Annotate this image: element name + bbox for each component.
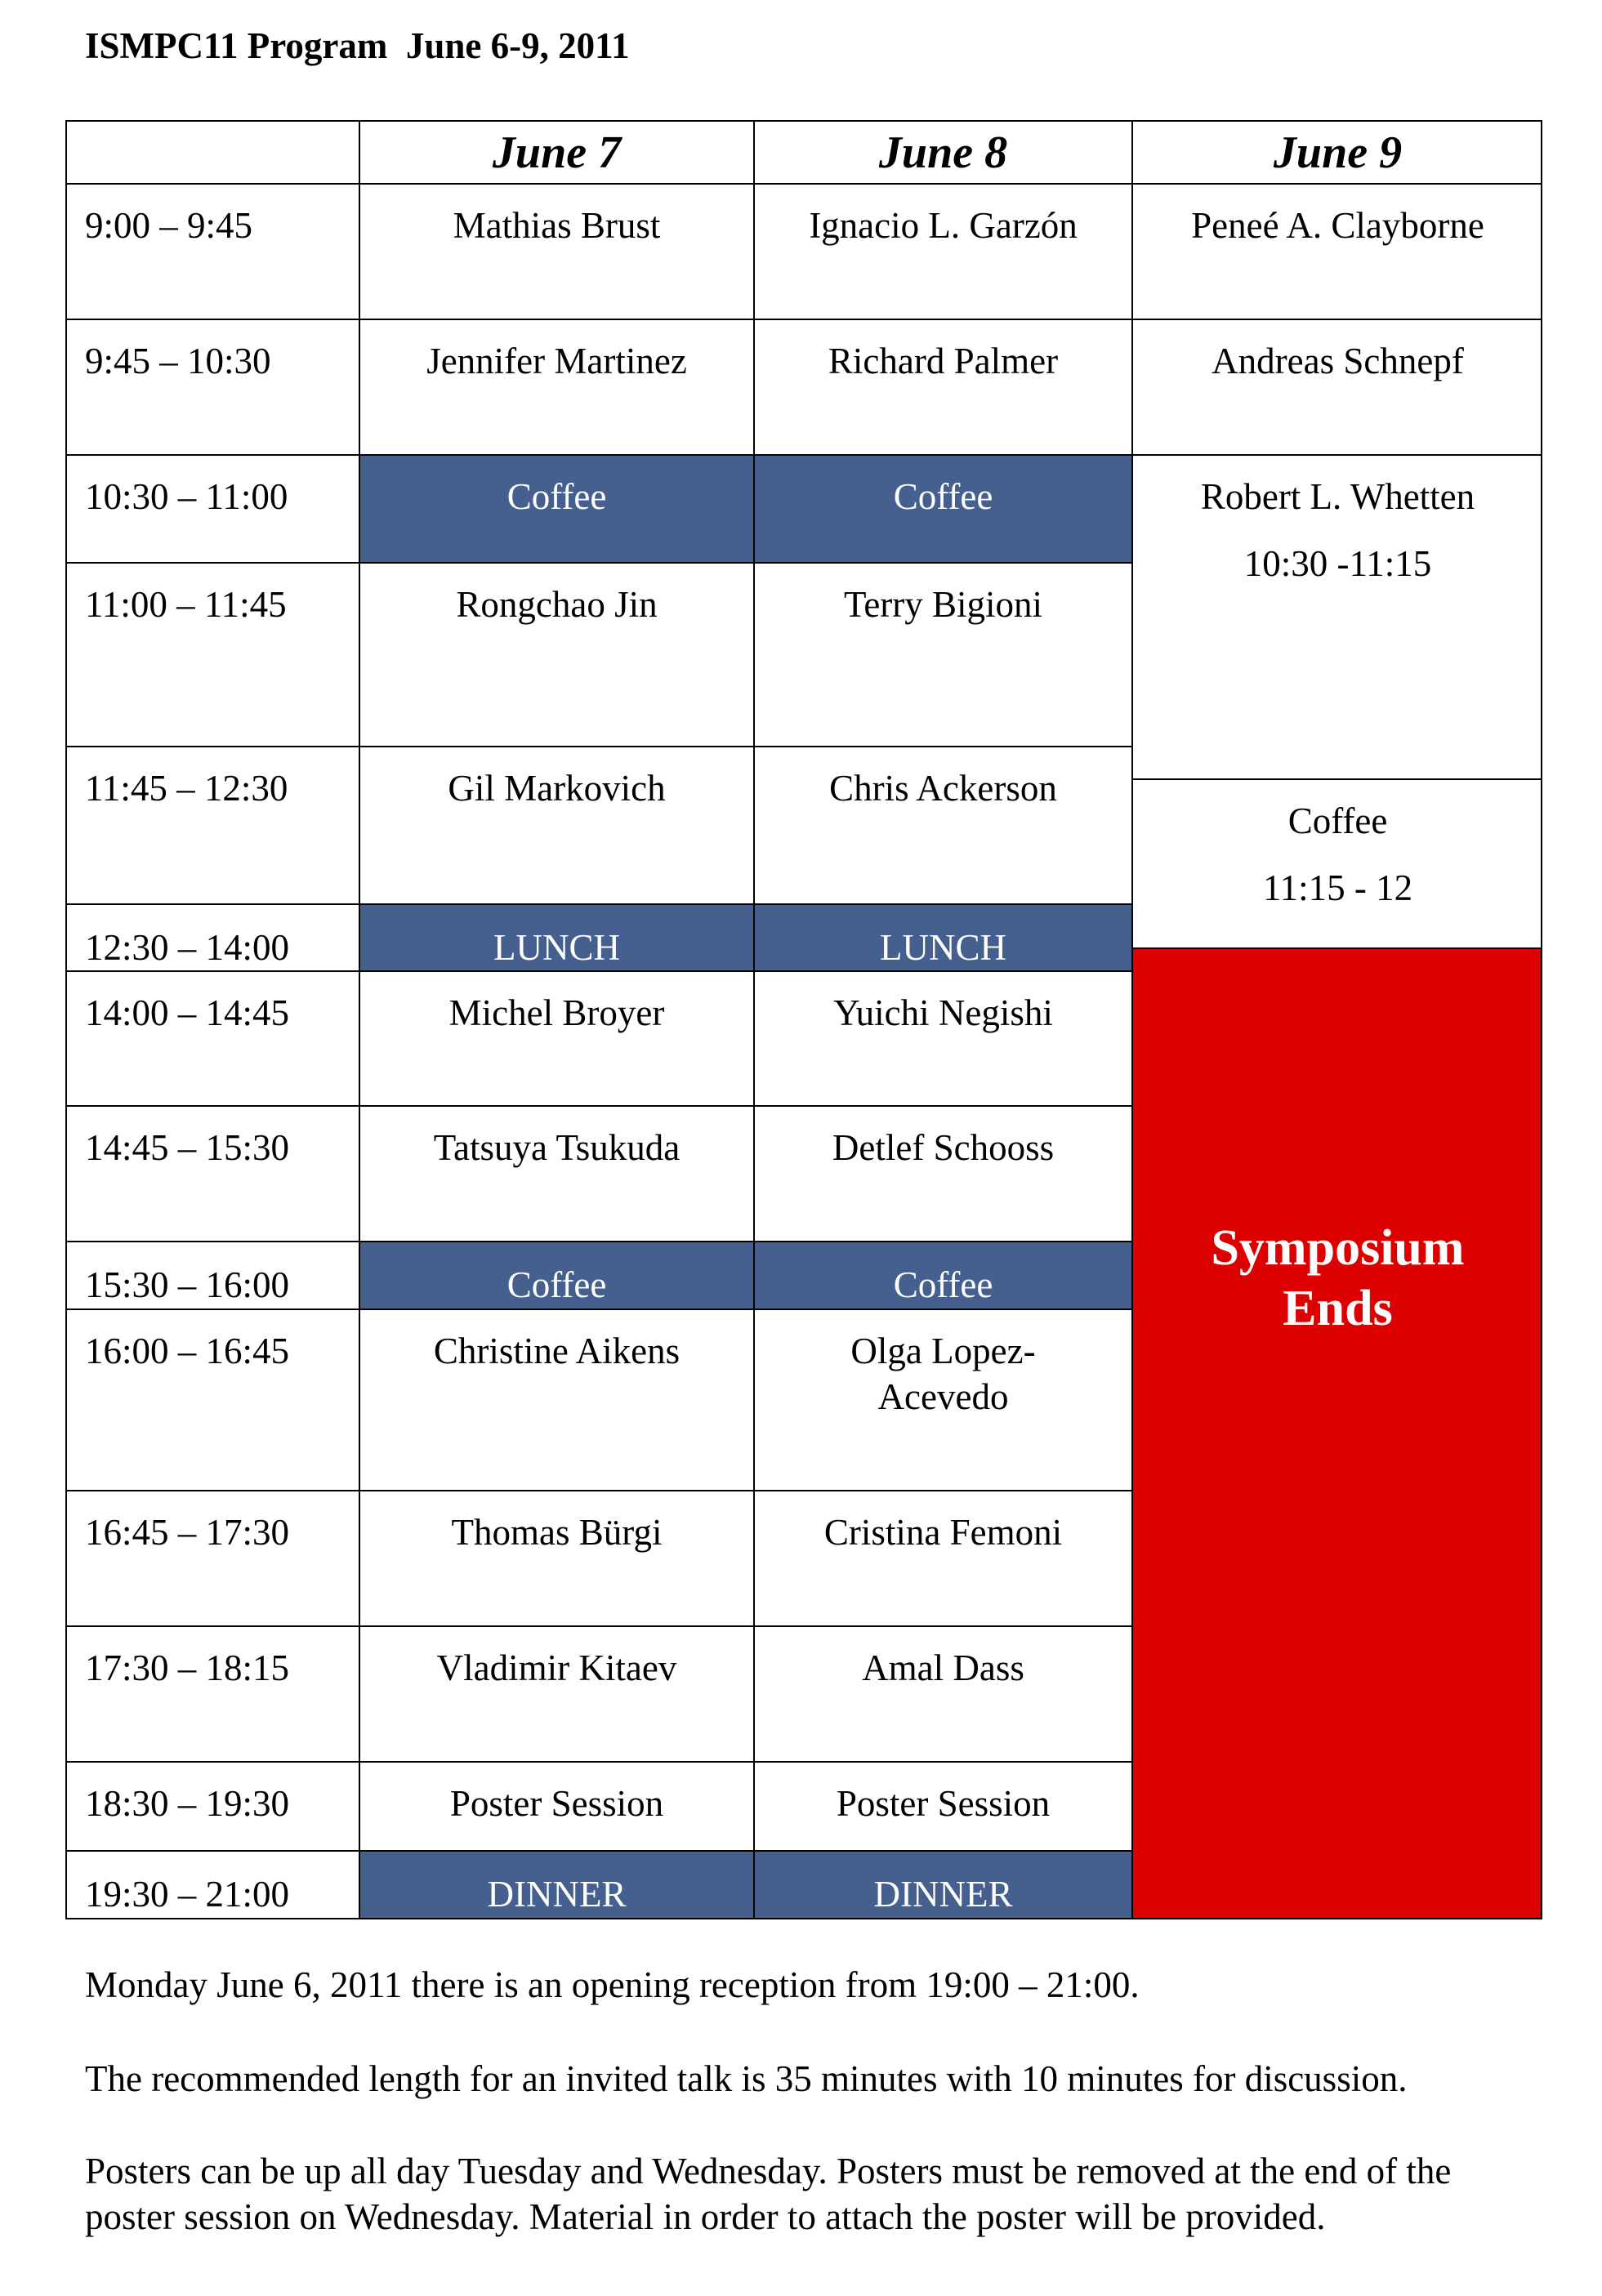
break-cell: Coffee xyxy=(753,454,1131,562)
symposium-ends-label: Symposium Ends xyxy=(1211,1220,1465,1336)
speaker-cell: Ignacio L. Garzón xyxy=(753,183,1131,319)
break-cell: LUNCH xyxy=(359,903,753,970)
speaker-cell: Christine Aikens xyxy=(359,1308,753,1490)
speaker-cell: Poster Session xyxy=(753,1761,1131,1850)
speaker-cell: Michel Broyer xyxy=(359,970,753,1105)
header-june-9: June 9 xyxy=(1131,120,1542,183)
speaker-cell: Thomas Bürgi xyxy=(359,1490,753,1625)
break-cell: DINNER xyxy=(753,1850,1131,1918)
coffee-time: 11:15 - 12 xyxy=(1262,867,1413,908)
break-cell: LUNCH xyxy=(753,903,1131,970)
document-title: ISMPC11 Program June 6-9, 2011 xyxy=(85,25,630,66)
break-cell: Coffee xyxy=(359,1241,753,1308)
header-empty-cell xyxy=(65,120,359,183)
time-slot: 11:45 – 12:30 xyxy=(65,746,359,903)
symposium-ends-cell xyxy=(1131,947,1542,1918)
note-talk-length: The recommended length for an invited talk is 35 minutes with 10 minutes for discussion. xyxy=(85,2058,1408,2099)
time-slot: 9:45 – 10:30 xyxy=(65,319,359,454)
break-cell: DINNER xyxy=(359,1850,753,1918)
speaker-cell: Tatsuya Tsukuda xyxy=(359,1105,753,1241)
speaker-cell: Andreas Schnepf xyxy=(1131,319,1542,454)
speaker-cell-with-time xyxy=(1131,454,1542,778)
time-slot: 11:00 – 11:45 xyxy=(65,562,359,746)
time-slot: 16:45 – 17:30 xyxy=(65,1490,359,1625)
note-reception: Monday June 6, 2011 there is an opening reception from 19:00 – 21:00. xyxy=(85,1964,1140,2005)
speaker-cell: Detlef Schooss xyxy=(753,1105,1131,1241)
break-cell: Coffee xyxy=(359,454,753,562)
time-slot: 14:00 – 14:45 xyxy=(65,970,359,1105)
time-slot: 17:30 – 18:15 xyxy=(65,1625,359,1761)
time-slot: 19:30 – 21:00 xyxy=(65,1850,359,1918)
speaker-name: Robert L. Whetten xyxy=(1200,476,1475,517)
break-cell: Coffee xyxy=(753,1241,1131,1308)
session-time: 10:30 -11:15 xyxy=(1243,543,1432,584)
speaker-cell: Peneé A. Clayborne xyxy=(1131,183,1542,319)
header-june-8: June 8 xyxy=(753,120,1131,183)
header-june-7: June 7 xyxy=(359,120,753,183)
time-slot: 18:30 – 19:30 xyxy=(65,1761,359,1850)
speaker-cell: Rongchao Jin xyxy=(359,562,753,746)
time-slot: 9:00 – 9:45 xyxy=(65,183,359,319)
speaker-cell: Amal Dass xyxy=(753,1625,1131,1761)
coffee-label: Coffee xyxy=(1287,800,1388,841)
speaker-cell: Vladimir Kitaev xyxy=(359,1625,753,1761)
speaker-cell: Olga Lopez- Acevedo xyxy=(753,1308,1131,1490)
time-slot: 15:30 – 16:00 xyxy=(65,1241,359,1308)
speaker-cell: Cristina Femoni xyxy=(753,1490,1131,1625)
time-slot: 14:45 – 15:30 xyxy=(65,1105,359,1241)
speaker-cell: Gil Markovich xyxy=(359,746,753,903)
speaker-cell: Jennifer Martinez xyxy=(359,319,753,454)
coffee-cell-with-time xyxy=(1131,778,1542,947)
speaker-cell: Yuichi Negishi xyxy=(753,970,1131,1105)
note-posters: Posters can be up all day Tuesday and Wednesday. Posters must be removed at the end of the poster session on Wednesday. Material in order to attach the poster will be provided. xyxy=(85,2151,1452,2237)
speaker-cell: Poster Session xyxy=(359,1761,753,1850)
time-slot: 10:30 – 11:00 xyxy=(65,454,359,562)
time-slot: 16:00 – 16:45 xyxy=(65,1308,359,1490)
speaker-cell: Chris Ackerson xyxy=(753,746,1131,903)
speaker-cell: Mathias Brust xyxy=(359,183,753,319)
table-border-bottom xyxy=(65,1918,1542,1919)
speaker-cell: Terry Bigioni xyxy=(753,562,1131,746)
time-slot: 12:30 – 14:00 xyxy=(65,903,359,970)
table-border-right xyxy=(1541,120,1542,1918)
speaker-cell: Richard Palmer xyxy=(753,319,1131,454)
